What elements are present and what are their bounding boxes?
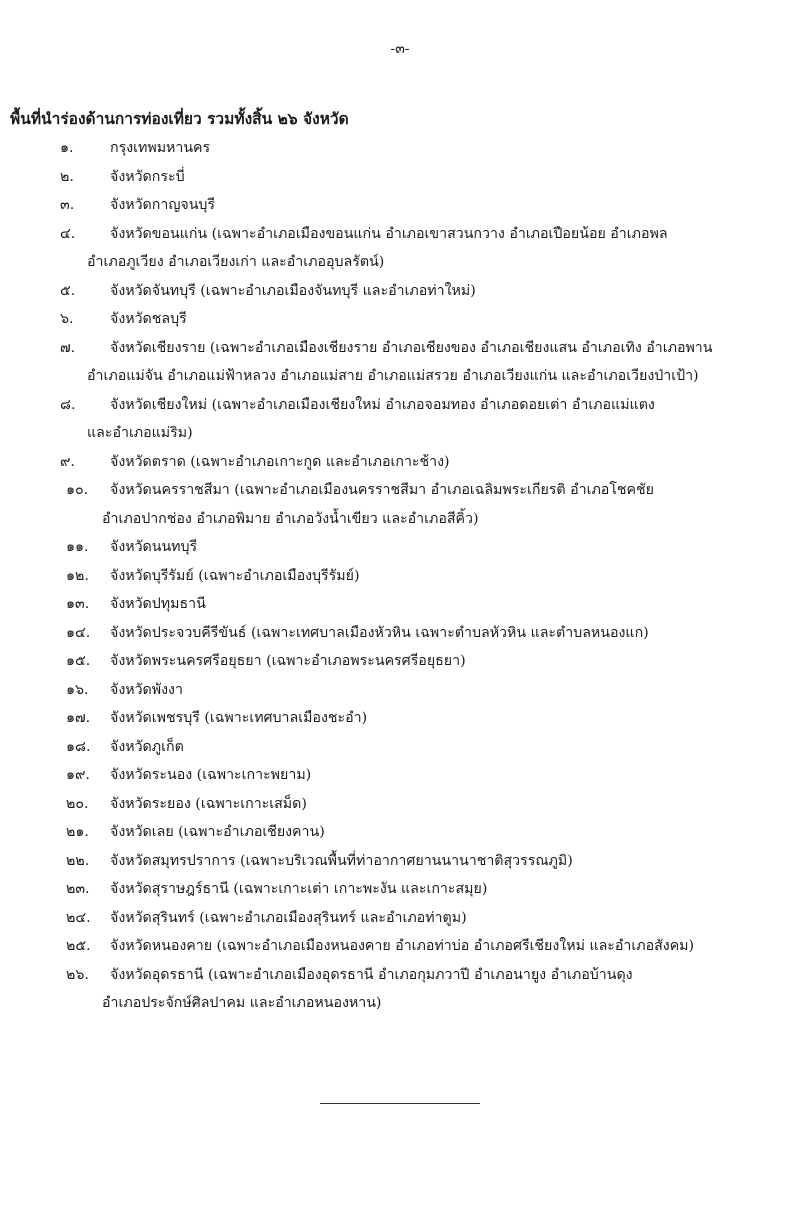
list-item-text: จังหวัดเพชรบุรี (เฉพาะเทศบาลเมืองชะอำ) <box>110 710 368 726</box>
list-item-number: ๑๖. <box>66 681 89 698</box>
list-item-number: ๒๑. <box>66 824 89 840</box>
list-item-number: ๒๕. <box>66 938 91 954</box>
list-item <box>0 277 800 306</box>
list-item-number: ๘. <box>60 396 76 413</box>
list-item-text: จังหวัดกระบี่ <box>110 168 185 185</box>
list-item <box>0 704 800 733</box>
list-item <box>0 790 800 819</box>
list-item <box>0 590 800 619</box>
list-item-number: ๖. <box>60 311 74 327</box>
list-item-text: จังหวัดเชียงใหม่ (เฉพาะอำเภอเมืองเชียงใหม่ อำเภอจอมทอง อำเภอดอยเต่า อำเภอแม่แตง <box>110 396 655 413</box>
list-item-text: จังหวัดระยอง (เฉพาะเกาะเสม็ด) <box>110 795 307 812</box>
list-item-number: ๙. <box>60 453 75 470</box>
list-item-text: จังหวัดภูเก็ต <box>110 738 184 755</box>
list-item <box>0 904 800 933</box>
end-divider <box>320 1103 480 1104</box>
list-item-number: ๑๕. <box>66 653 91 669</box>
list-item <box>0 647 800 676</box>
list-item-text: จังหวัดเลย (เฉพาะอำเภอเชียงคาน) <box>110 824 325 840</box>
list-item-continuation: อำเภอปากช่อง อำเภอพิมาย อำเภอวังน้ำเขียว และอำเภอสีคิ้ว) <box>102 510 479 527</box>
list-item <box>0 305 800 334</box>
list-item <box>0 391 800 448</box>
list-item-text: จังหวัดปทุมธานี <box>110 596 206 612</box>
page-number: -๓- <box>390 41 410 57</box>
list-item-number: ๒๓. <box>66 881 90 897</box>
list-item <box>0 448 800 477</box>
list-item-number: ๑๓. <box>66 596 90 612</box>
list-item-text: จังหวัดประจวบคีรีขันธ์ (เฉพาะเทศบาลเมืองหัวหิน เฉพาะตำบลหัวหิน และตำบลหนองแก) <box>110 624 649 641</box>
list-item-continuation: และอำเภอแม่ริม) <box>87 425 193 441</box>
list-item <box>0 676 800 705</box>
list-item-text: จังหวัดสุราษฎร์ธานี (เฉพาะเกาะเต่า เกาะพะงัน และเกาะสมุย) <box>110 881 488 897</box>
list-item-number: ๑. <box>60 140 74 156</box>
list-item-continuation: อำเภอแม่จัน อำเภอแม่ฟ้าหลวง อำเภอแม่สาย อำเภอแม่สรวย อำเภอเวียงแก่น และอำเภอเวียงป่าเป้า) <box>87 368 699 384</box>
list-item-number: ๑๒. <box>66 567 89 584</box>
list-item-text: จังหวัดระนอง (เฉพาะเกาะพยาม) <box>110 767 312 783</box>
list-item <box>0 619 800 648</box>
list-item-text: จังหวัดนครราชสีมา (เฉพาะอำเภอเมืองนครราชสีมา อำเภอเฉลิมพระเกียรติ อำเภอโชคชัย <box>110 482 654 498</box>
list-item <box>0 134 800 163</box>
list-item-text: จังหวัดชลบุรี <box>110 311 187 327</box>
list-item-number: ๕. <box>60 282 76 299</box>
list-item-text: จังหวัดเชียงราย (เฉพาะอำเภอเมืองเชียงราย อำเภอเชียงของ อำเภอเชียงแสน อำเภอเทิง อำเภอพาน <box>110 339 713 356</box>
list-item-number: ๑๘. <box>66 738 91 755</box>
list-item-number: ๓. <box>60 197 75 213</box>
list-item-number: ๒๒. <box>66 852 90 869</box>
list-item <box>0 847 800 876</box>
list-item-number: ๑๗. <box>66 710 91 726</box>
list-item <box>0 163 800 192</box>
list-item-text: จังหวัดพังงา <box>110 681 183 698</box>
list-item <box>0 191 800 220</box>
list-item-text: จังหวัดบุรีรัมย์ (เฉพาะอำเภอเมืองบุรีรัมย์) <box>110 567 360 584</box>
list-item <box>0 875 800 904</box>
list-item-text: จังหวัดหนองคาย (เฉพาะอำเภอเมืองหนองคาย อำเภอท่าบ่อ อำเภอศรีเชียงใหม่ และอำเภอสังคม) <box>110 938 695 954</box>
list-item-text: กรุงเทพมหานคร <box>110 140 211 156</box>
list-item-continuation: อำเภอภูเวียง อำเภอเวียงเก่า และอำเภออุบลรัตน์) <box>87 254 385 270</box>
list-item-number: ๑๐. <box>66 482 89 498</box>
list-item-number: ๑๑. <box>66 539 89 555</box>
list-item-text: จังหวัดสุรินทร์ (เฉพาะอำเภอเมืองสุรินทร์ และอำเภอท่าตูม) <box>110 909 467 926</box>
list-item-text: จังหวัดขอนแก่น (เฉพาะอำเภอเมืองขอนแก่น อำเภอเขาสวนกวาง อำเภอเปือยน้อย อำเภอพล <box>110 225 668 242</box>
list-item <box>0 562 800 591</box>
list-item-number: ๒๐. <box>66 795 89 812</box>
list-item <box>0 932 800 961</box>
list-item <box>0 761 800 790</box>
list-item-number: ๑๙. <box>66 767 90 783</box>
list-item-text: จังหวัดพระนครศรีอยุธยา (เฉพาะอำเภอพระนครศรีอยุธยา) <box>110 653 466 669</box>
list-item-number: ๑๔. <box>66 624 91 641</box>
list-item-number: ๔. <box>60 225 76 242</box>
list-item <box>0 733 800 762</box>
list-item-text: จังหวัดนนทบุรี <box>110 539 198 555</box>
list-item <box>0 220 800 277</box>
list-item-text: จังหวัดตราด (เฉพาะอำเภอเกาะกูด และอำเภอเกาะช้าง) <box>110 453 450 470</box>
list-item-number: ๒๖. <box>66 966 89 983</box>
list-item <box>0 533 800 562</box>
list-item-text: จังหวัดกาญจนบุรี <box>110 197 216 213</box>
list-item <box>0 818 800 847</box>
list-item-continuation: อำเภอประจักษ์ศิลปาคม และอำเภอหนองหาน) <box>102 995 382 1011</box>
list-item-number: ๒๔. <box>66 909 91 926</box>
list-item-text: จังหวัดจันทบุรี (เฉพาะอำเภอเมืองจันทบุรี และอำเภอท่าใหม่) <box>110 282 476 299</box>
list-item-number: ๗. <box>60 339 76 356</box>
list-item <box>0 334 800 391</box>
list-item <box>0 961 800 1018</box>
province-list <box>0 134 800 1018</box>
list-item-number: ๒. <box>60 168 74 185</box>
list-item-text: จังหวัดอุดรธานี (เฉพาะอำเภอเมืองอุดรธานี อำเภอกุมภวาปี อำเภอนายูง อำเภอบ้านดุง <box>110 966 633 983</box>
list-item-text: จังหวัดสมุทรปราการ (เฉพาะบริเวณพื้นที่ท่าอากาศยานนานาชาติสุวรรณภูมิ) <box>110 852 573 869</box>
list-item <box>0 476 800 533</box>
document-heading: พื้นที่นำร่องด้านการท่องเที่ยว รวมทั้งสิ้น ๒๖ จังหวัด <box>10 109 349 128</box>
